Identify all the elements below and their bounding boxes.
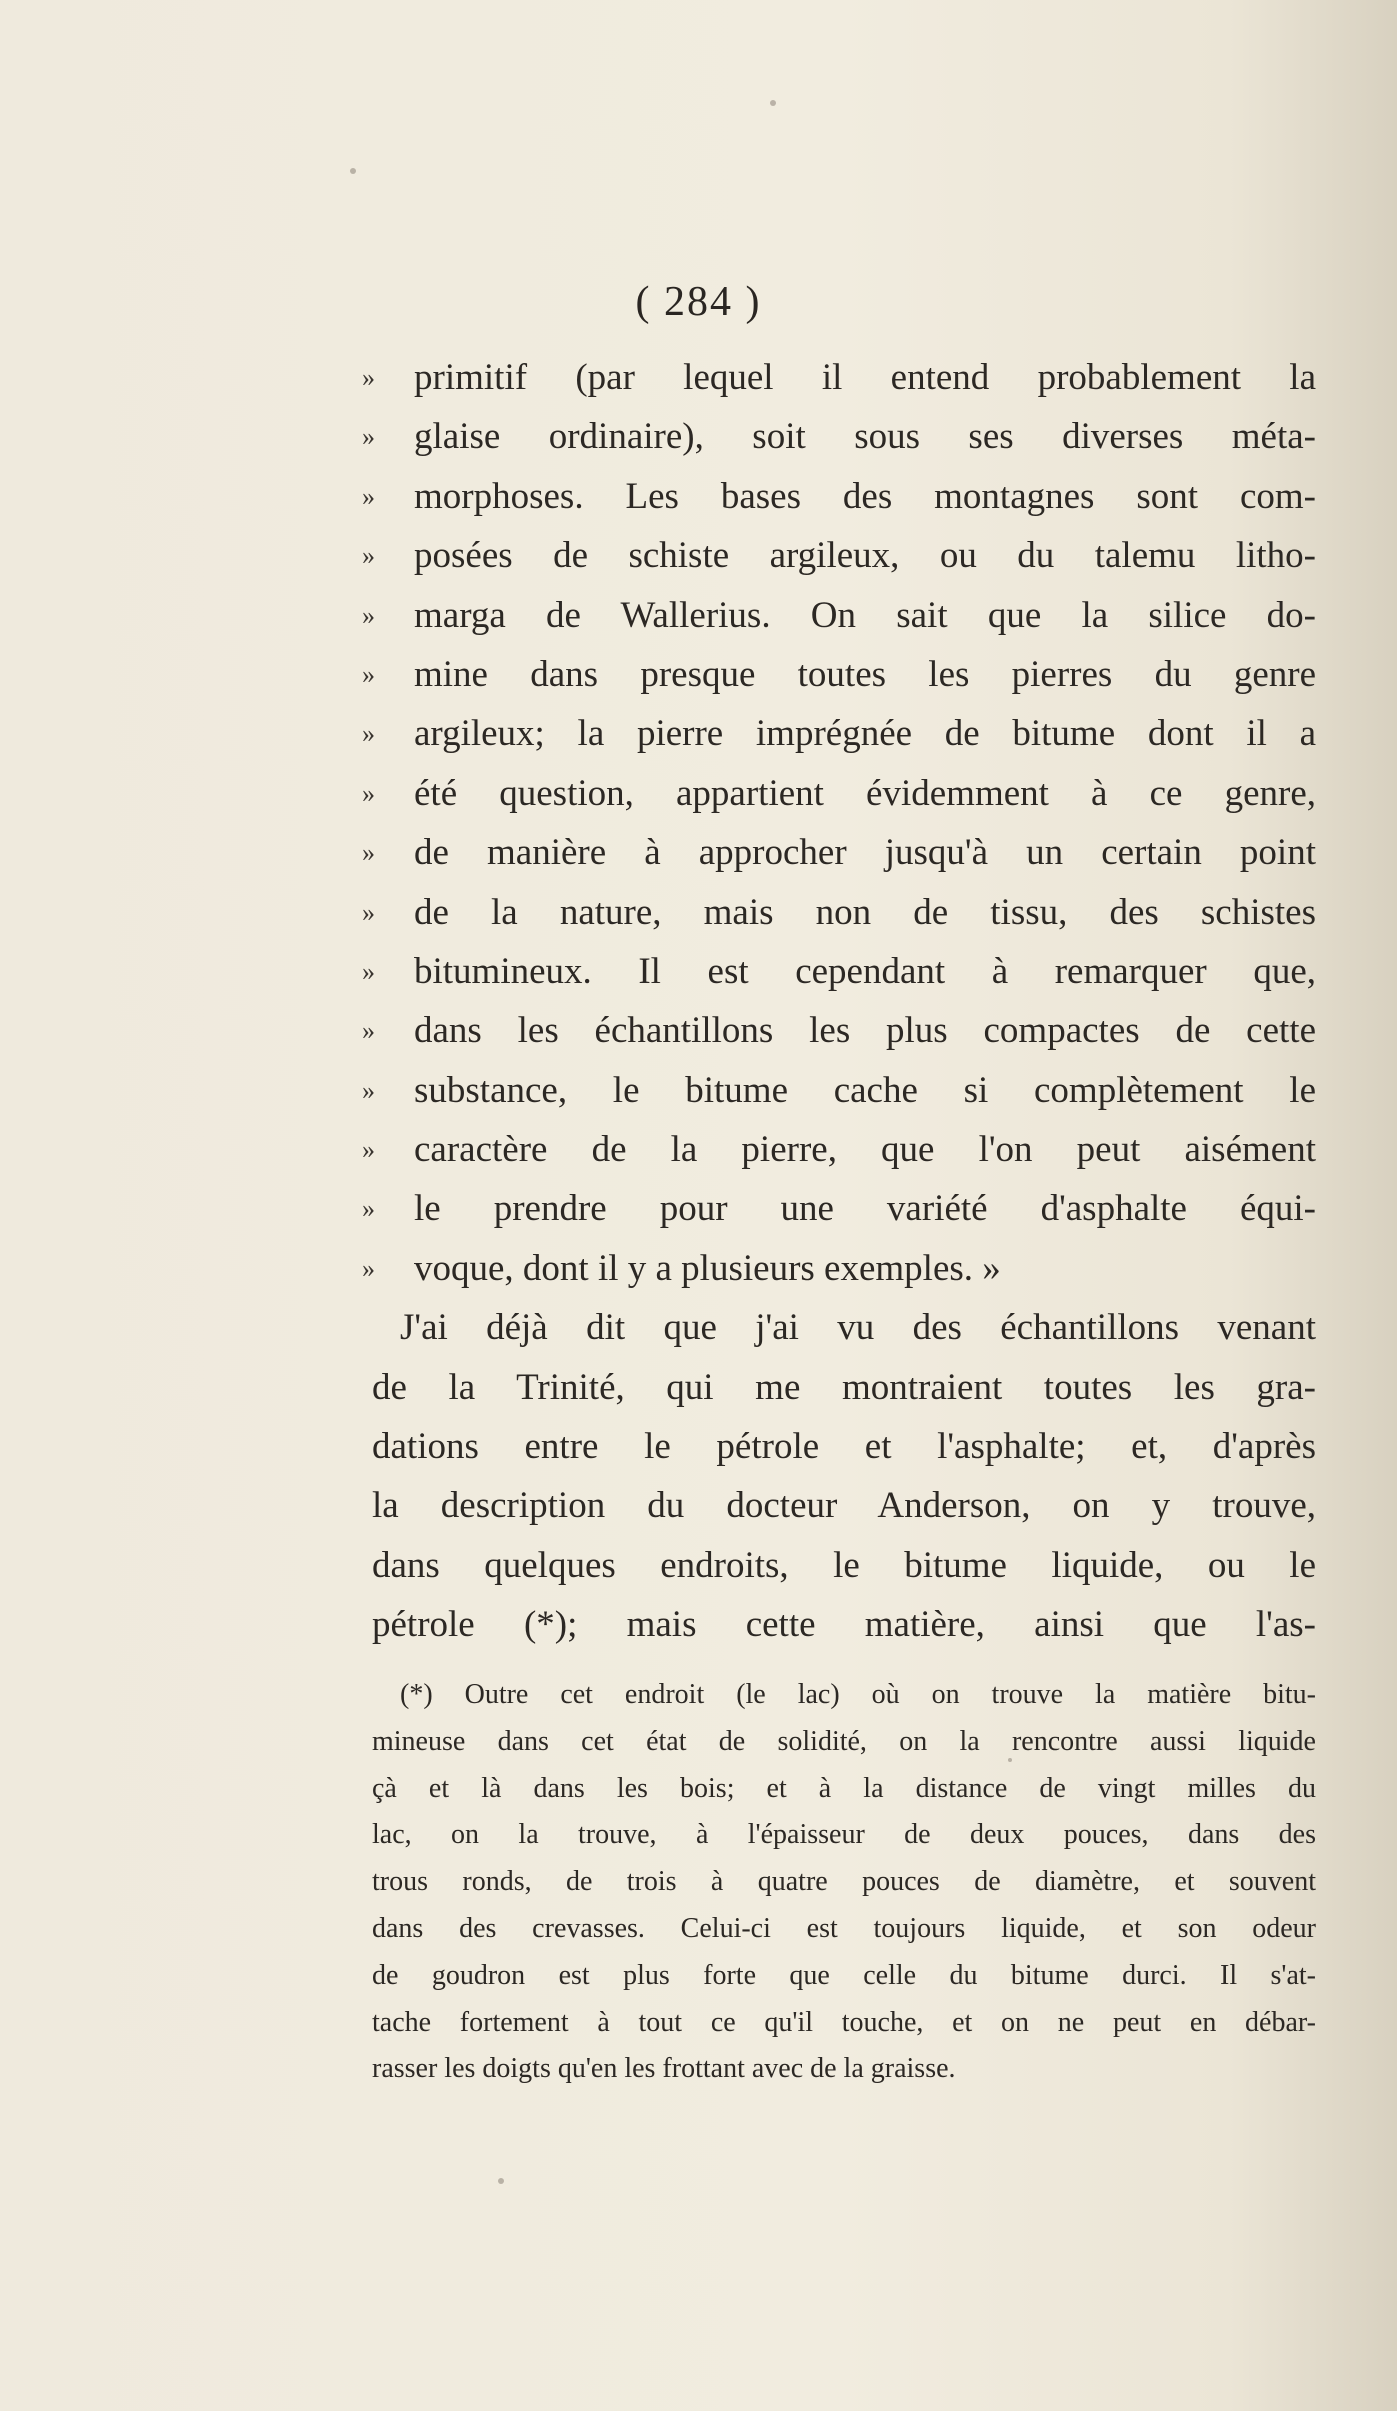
text-line [362, 467, 1316, 526]
footnote-line: lac, on la trouve, à l'épaisseur de deux pouces, dans des [372, 1819, 1316, 1851]
quote-mark: » [362, 778, 375, 808]
line-text: morphoses. Les bases des montagnes sont com- [414, 475, 1316, 517]
line-text: argileux; la pierre imprégnée de bitume dont il a [414, 713, 1316, 755]
line-text: été question, appartient évidemment à ce genre, [414, 772, 1316, 814]
text-line [362, 764, 1316, 823]
quote-mark: » [362, 1016, 375, 1046]
footnote-line: mineuse dans cet état de solidité, on la rencontre aussi liquide [372, 1725, 1316, 1757]
line-text: substance, le bitume cache si complètement le [414, 1069, 1316, 1111]
text-line [362, 823, 1316, 882]
text-line [362, 883, 1316, 942]
text-line [362, 645, 1316, 704]
text-line [372, 1358, 1316, 1417]
line-text: glaise ordinaire), soit sous ses diverses méta- [414, 416, 1316, 458]
text-line [362, 942, 1316, 1001]
line-text: de la nature, mais non de tissu, des schistes [414, 891, 1316, 933]
line-text: la description du docteur Anderson, on y trouve, [372, 1485, 1316, 1527]
quote-mark: » [362, 956, 375, 986]
quote-mark: » [362, 719, 375, 749]
text-line [362, 1179, 1316, 1238]
paper-speck [770, 100, 776, 106]
quote-mark: » [362, 422, 375, 452]
quote-mark: » [362, 541, 375, 571]
text-line [362, 526, 1316, 585]
line-text: mine dans presque toutes les pierres du genre [414, 653, 1316, 695]
line-text: dans quelques endroits, le bitume liquide, ou le [372, 1544, 1316, 1586]
quote-mark: » [362, 659, 375, 689]
text-line [362, 348, 1316, 407]
text-line [362, 1001, 1316, 1060]
paper-speck [498, 2178, 504, 2184]
paper-speck [350, 168, 356, 174]
page-number: ( 284 ) [635, 279, 762, 325]
line-text: voque, dont il y a plusieurs exemples. » [414, 1247, 1001, 1289]
quote-mark: » [362, 363, 375, 392]
line-text: posées de schiste argileux, ou du talemu litho- [414, 535, 1316, 577]
line-text: de la Trinité, qui me montraient toutes les gra- [372, 1366, 1316, 1408]
footnote-line: de goudron est plus forte que celle du bitume durci. Il s'at- [372, 1959, 1316, 1991]
line-text: de manière à approcher jusqu'à un certain point [414, 832, 1316, 874]
line-text: dations entre le pétrole et l'asphalte; et, d'après [372, 1426, 1316, 1468]
text-line [372, 1417, 1316, 1476]
line-text: pétrole (*); mais cette matière, ainsi que l'as- [372, 1604, 1316, 1646]
line-text: marga de Wallerius. On sait que la silice do- [414, 594, 1316, 636]
line-text: caractère de la pierre, que l'on peut aisément [414, 1129, 1316, 1171]
line-text: bitumineux. Il est cependant à remarquer que, [414, 950, 1316, 992]
text-line [362, 586, 1316, 645]
quote-mark: » [362, 1253, 375, 1283]
line-text: primitif (par lequel il entend probablement la [414, 357, 1316, 398]
line-text: J'ai déjà dit que j'ai vu des échantillons venant [400, 1307, 1316, 1349]
quote-mark: » [362, 1075, 375, 1105]
text-line [362, 1061, 1316, 1120]
footnote-line: çà et là dans les bois; et à la distance de vingt milles du [372, 1772, 1316, 1804]
quote-mark: » [362, 1135, 375, 1165]
text-line [362, 704, 1316, 763]
footnote-line: dans des crevasses. Celui-ci est toujours liquide, et son odeur [372, 1912, 1316, 1944]
text-line [372, 1298, 1316, 1357]
quote-mark: » [362, 600, 375, 630]
text-line [372, 1476, 1316, 1535]
text-line [362, 1239, 1316, 1298]
line-text: dans les échantillons les plus compactes de cette [414, 1010, 1316, 1052]
footnote-line: trous ronds, de trois à quatre pouces de diamètre, et souvent [372, 1866, 1316, 1898]
text-line [372, 1536, 1316, 1595]
body-text [362, 348, 1316, 1655]
quote-mark: » [362, 481, 375, 511]
text-line [362, 1120, 1316, 1179]
text-line [372, 1595, 1316, 1654]
text-line [362, 407, 1316, 466]
footnote [372, 1672, 1316, 2093]
footnote-line: (*) Outre cet endroit (le lac) où on trouve la matière bitu- [400, 1679, 1316, 1710]
line-text: le prendre pour une variété d'asphalte équi- [414, 1188, 1316, 1230]
quote-mark: » [362, 897, 375, 927]
footnote-line: rasser les doigts qu'en les frottant avec de la graisse. [372, 2053, 956, 2085]
quote-mark: » [362, 1194, 375, 1224]
quote-mark: » [362, 838, 375, 868]
footnote-line: tache fortement à tout ce qu'il touche, et on ne peut en débar- [372, 2006, 1316, 2038]
